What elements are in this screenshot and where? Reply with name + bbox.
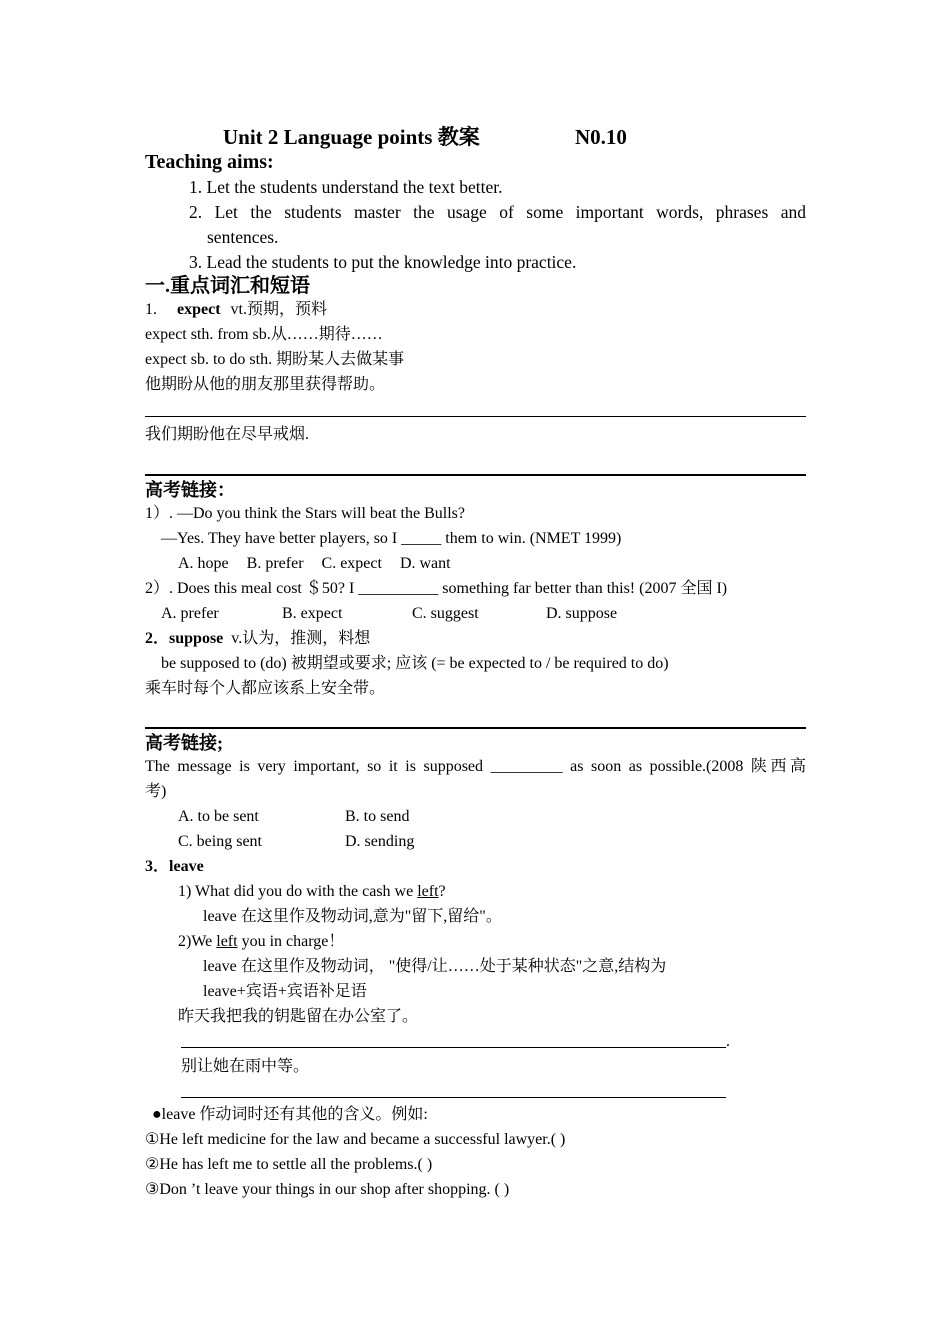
answer-line-period: .	[726, 1033, 730, 1050]
option-a: A. hope	[178, 555, 229, 572]
aim-2-cont: sentences.	[207, 227, 279, 247]
aim-2: 2. Let the students master the usage of some important words, phrases and	[189, 202, 806, 222]
aim-3: 3. Lead the students to put the knowledge into practice.	[189, 252, 577, 272]
item-2-definition: v.认为，推测，料想	[231, 630, 371, 647]
option-d: D. sending	[345, 833, 415, 850]
item-3-sentence-1: ①He left medicine for the law and became a successful lawyer.( )	[145, 1131, 566, 1148]
option-b: B. prefer	[246, 555, 304, 572]
item-1-definition: vt.预期，预料	[230, 301, 327, 318]
aim-1: 1. Let the students understand the text better.	[189, 177, 503, 197]
option-b: B. to send	[345, 808, 410, 825]
item-1-translate-1: 他期盼从他的朋友那里获得帮助。	[145, 376, 386, 393]
option-d: D. want	[399, 555, 451, 572]
item-3-note-2-cont: leave+宾语+宾语补足语	[203, 983, 367, 1000]
exam-link-heading: 高考链接：	[145, 480, 235, 500]
exam-q3-line-1: The message is very important, so it is supposed _________ as soon as possible.(2008 陕西高	[145, 758, 806, 775]
item-2-translate: 乘车时每个人都应该系上安全带。	[145, 680, 386, 697]
item-3-translate-2: 别让她在雨中等。	[181, 1058, 310, 1075]
item-3-example-2	[178, 931, 344, 953]
item-1-word: expect	[177, 301, 221, 318]
option-c: C. being sent	[178, 833, 262, 850]
exam-q1-line-2: —Yes. They have better players, so I _____ them to win. (NMET 1999)	[161, 530, 622, 547]
example-text: 2)We	[178, 933, 217, 950]
item-3-sentence-2: ②He has left me to settle all the problems.( )	[145, 1156, 433, 1173]
item-3-sentence-3: ③Don ’t leave your things in our shop after shopping. ( )	[145, 1181, 510, 1198]
option-b: B. expect	[282, 605, 343, 622]
item-3-translate-1: 昨天我把我的钥匙留在办公室了。	[178, 1008, 419, 1025]
answer-line	[145, 727, 806, 729]
option-c: C. suggest	[412, 605, 479, 622]
item-2-number: 2．	[145, 630, 170, 647]
item-2-header	[145, 628, 370, 650]
section-heading-vocab: 一.重点词汇和短语	[145, 275, 310, 297]
option-a: A. prefer	[161, 605, 219, 622]
item-3-example-1	[178, 881, 446, 903]
example-keyword: left	[216, 933, 238, 950]
item-1-header	[145, 299, 327, 321]
exam-q2-line-1: 2）. Does this meal cost ＄50? I __________ something far better than this! (2007 全国 I)	[145, 580, 728, 597]
answer-line	[181, 1097, 726, 1098]
item-2-word: suppose	[169, 630, 224, 647]
item-3-note-2: leave 在这里作及物动词， "使得/让……处于某种状态"之意,结构为	[203, 958, 667, 975]
example-text: you in charge！	[237, 933, 345, 950]
answer-line	[145, 416, 806, 417]
option-a: A. to be sent	[178, 808, 259, 825]
answer-line	[145, 474, 806, 476]
item-1-usage-1: expect sth. from sb.从……期待……	[145, 326, 383, 343]
example-text: ?	[438, 883, 446, 900]
exam-link-heading: 高考链接;	[145, 733, 223, 753]
document-number: N0.10	[575, 125, 627, 149]
item-1-number: 1.	[145, 301, 157, 318]
teaching-aims-heading: Teaching aims:	[145, 151, 274, 173]
document-title: Unit 2 Language points 教案	[223, 125, 480, 149]
item-3-other-meanings: ●leave 作动词时还有其他的含义。例如:	[152, 1106, 428, 1123]
item-1-translate-2: 我们期盼他在尽早戒烟.	[145, 426, 310, 443]
item-3-word: leave	[169, 858, 204, 875]
item-3-note-1: leave 在这里作及物动词,意为"留下,留给"。	[203, 908, 502, 925]
example-keyword: left	[417, 883, 439, 900]
example-text: 1) What did you do with the cash we	[178, 883, 418, 900]
item-1-usage-2: expect sb. to do sth. 期盼某人去做某事	[145, 351, 405, 368]
answer-line	[181, 1047, 726, 1048]
option-c: C. expect	[321, 555, 382, 572]
exam-q3-line-2: 考)	[145, 783, 167, 800]
option-d: D. suppose	[546, 605, 618, 622]
item-2-usage: be supposed to (do) 被期望或要求; 应该 (= be expected to / be required to do)	[161, 655, 669, 672]
item-3-header	[145, 856, 204, 878]
exam-q1-options	[178, 553, 451, 575]
item-3-number: 3．	[145, 858, 170, 875]
exam-q1-line-1: 1）. —Do you think the Stars will beat the Bulls?	[145, 505, 465, 522]
